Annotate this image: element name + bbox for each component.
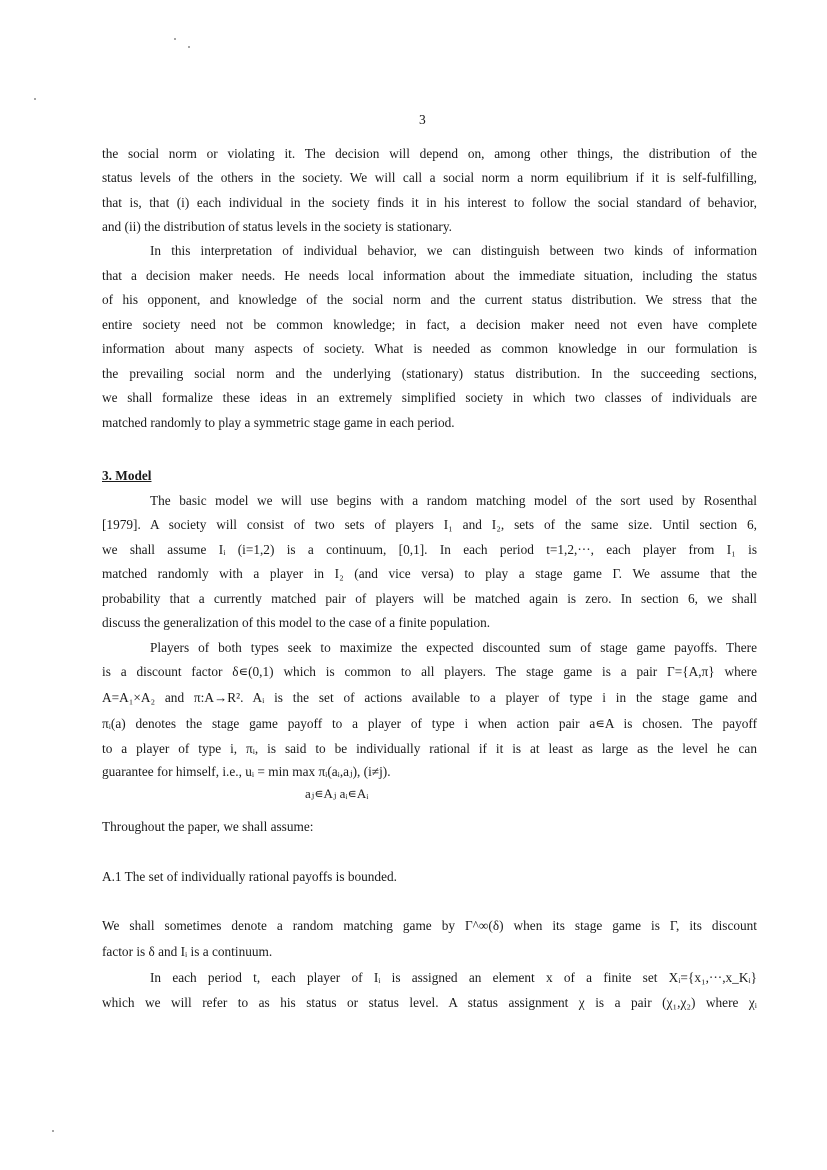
- body-line: that is, that (i) each individual in the society finds it in his interest to follow the social standard of behavior,: [102, 195, 757, 210]
- body-line: which we will refer to as his status or status level. A status assignment χ is a pair (χ₁,χ₂) where χᵢ: [102, 995, 757, 1010]
- scan-speck: [188, 46, 190, 48]
- body-line: [1979]. A society will consist of two sets of players I₁ and I₂, sets of the same size. Until section 6,: [102, 517, 757, 532]
- body-line: discuss the generalization of this model to the case of a finite population.: [102, 615, 491, 630]
- body-line: Throughout the paper, we shall assume:: [102, 819, 314, 834]
- body-line: the social norm or violating it. The decision will depend on, among other things, the distribution of the: [102, 146, 757, 161]
- body-line: probability that a currently matched pair of players will be matched again is zero. In section 6, we shall: [102, 591, 757, 606]
- page-number: 3: [419, 112, 426, 127]
- body-line: In this interpretation of individual behavior, we can distinguish between two kinds of information: [150, 243, 757, 258]
- assumption-line: A.1 The set of individually rational payoffs is bounded.: [102, 869, 397, 884]
- equation-line: guarantee for himself, i.e., uᵢ = min max πᵢ(aᵢ,aⱼ), (i≠j).: [102, 764, 391, 779]
- body-line: to a player of type i, πᵢ, is said to be individually rational if it is at least as large as the level he can: [102, 741, 757, 756]
- body-line: of his opponent, and knowledge of the social norm and the current status distribution. We stress that the: [102, 292, 757, 307]
- body-line: the prevailing social norm and the underlying (stationary) status distribution. In the succeeding sections,: [102, 366, 757, 381]
- body-line: we shall formalize these ideas in an extremely simplified society in which two classes of individuals are: [102, 390, 757, 405]
- scan-speck: [52, 1130, 54, 1132]
- body-line: The basic model we will use begins with a random matching model of the sort used by Rosenthal: [150, 493, 757, 508]
- body-line: We shall sometimes denote a random matching game by Γ^∞(δ) when its stage game is Γ, its discount: [102, 918, 757, 933]
- body-line: is a discount factor δ∊(0,1) which is common to all players. The stage game is a pair Γ={A,π} where: [102, 664, 757, 679]
- body-line: Players of both types seek to maximize the expected discounted sum of stage game payoffs. There: [150, 640, 757, 655]
- body-line: matched randomly with a player in I₂ (and vice versa) to play a stage game Γ. We assume that the: [102, 566, 757, 581]
- scan-speck: [34, 98, 36, 100]
- section-heading: 3. Model: [102, 468, 152, 483]
- body-line: In each period t, each player of Iᵢ is assigned an element x of a finite set Xᵢ={x₁,···,x_Kᵢ}: [150, 970, 757, 985]
- body-line: πᵢ(a) denotes the stage game payoff to a player of type i when action pair a∊A is chosen. The payoff: [102, 716, 757, 731]
- body-line: matched randomly to play a symmetric stage game in each period.: [102, 415, 455, 430]
- body-line: we shall assume Iᵢ (i=1,2) is a continuum, [0,1]. In each period t=1,2,···, each player from I₁ is: [102, 542, 757, 557]
- body-line: factor is δ and Iᵢ is a continuum.: [102, 944, 273, 959]
- body-line: entire society need not be common knowledge; in fact, a decision maker need not even have complete: [102, 317, 757, 332]
- body-line: information about many aspects of society. What is needed as common knowledge in our formulation is: [102, 341, 757, 356]
- equation-subscripts: aⱼ∊Aⱼ aᵢ∊Aᵢ: [305, 786, 369, 801]
- body-line: that a decision maker needs. He needs local information about the immediate situation, including the status: [102, 268, 757, 283]
- body-line: A=A₁×A₂ and π:A→R². Aᵢ is the set of actions available to a player of type i in the stage game and: [102, 690, 757, 705]
- body-line: and (ii) the distribution of status levels in the society is stationary.: [102, 219, 452, 234]
- scan-speck: [174, 38, 176, 40]
- body-line: status levels of the others in the society. We will call a social norm a norm equilibrium if it is self-fulfilling,: [102, 170, 757, 185]
